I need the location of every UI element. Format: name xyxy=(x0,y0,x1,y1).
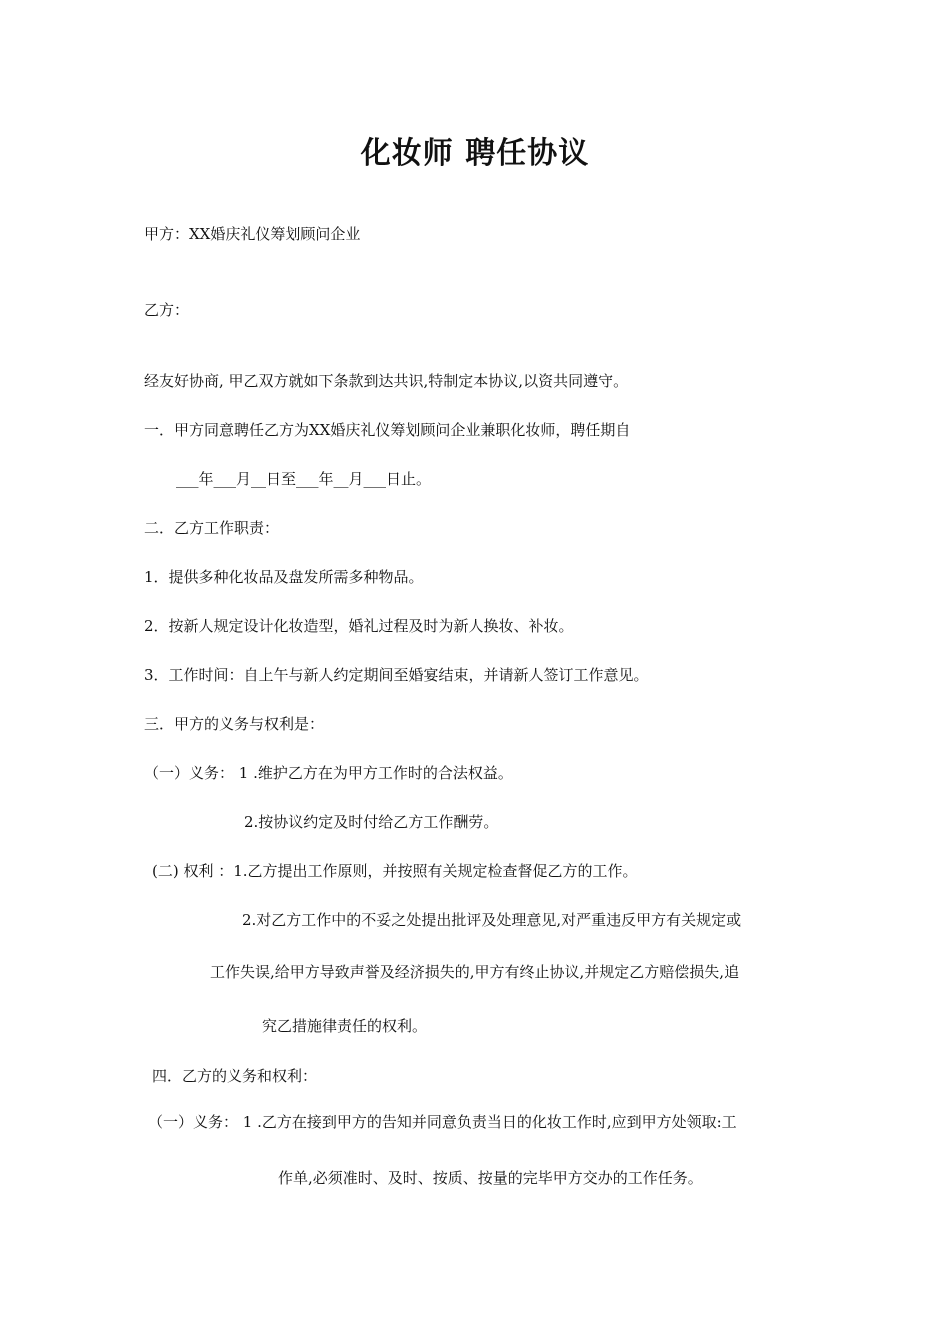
section3-right2-line1: 2.对乙方工作中的不妥之处提出批评及处理意见,对严重违反甲方有关规定或 xyxy=(242,911,742,929)
section1-line2: ___年___月__日至___年__月___日止。 xyxy=(176,470,432,488)
section3-duty1: （一）义务： 1 .维护乙方在为甲方工作时的合法权益。 xyxy=(144,764,513,782)
section4-duty1-line2: 作单,必须准时、及时、按质、按量的完毕甲方交办的工作任务。 xyxy=(278,1169,703,1187)
section4-duty1-line1: （一）义务： 1 .乙方在接到甲方的告知并同意负责当日的化妆工作时,应到甲方处领取:工 xyxy=(148,1113,737,1131)
section2-heading: 二．乙方工作职责： xyxy=(144,519,280,537)
party-a-line: 甲方：XX婚庆礼仪筹划顾问企业 xyxy=(144,225,361,243)
section3-right2-line2: 工作失误,给甲方导致声誉及经济损失的,甲方有终止协议,并规定乙方赔偿损失,追 xyxy=(210,963,740,981)
section2-item1: 1．提供多种化妆品及盘发所需多种物品。 xyxy=(144,568,424,586)
section2-item2: 2．按新人规定设计化妆造型，婚礼过程及时为新人换妆、补妆。 xyxy=(144,617,574,635)
section3-duty2: 2.按协议约定及时付给乙方工作酬劳。 xyxy=(244,813,499,831)
section1-line1: 一．甲方同意聘任乙方为XX婚庆礼仪筹划顾问企业兼职化妆师，聘任期自 xyxy=(144,421,631,439)
section3-right1: (二) 权利 ：1.乙方提出工作原则，并按照有关规定检查督促乙方的工作。 xyxy=(152,862,638,880)
section3-right2-line3: 究乙措施律责任的权利。 xyxy=(262,1017,428,1035)
section3-heading: 三．甲方的义务与权利是： xyxy=(144,715,325,733)
section4-heading: 四．乙方的义务和权利： xyxy=(152,1067,318,1085)
document-title: 化妆师 聘任协议 xyxy=(360,136,590,171)
section2-item3: 3．工作时间：自上午与新人约定期间至婚宴结束，并请新人签订工作意见。 xyxy=(144,666,649,684)
preamble-text: 经友好协商, 甲乙双方就如下条款到达共识,特制定本协议,以资共同遵守。 xyxy=(144,372,629,390)
party-b-line: 乙方： xyxy=(144,301,190,319)
